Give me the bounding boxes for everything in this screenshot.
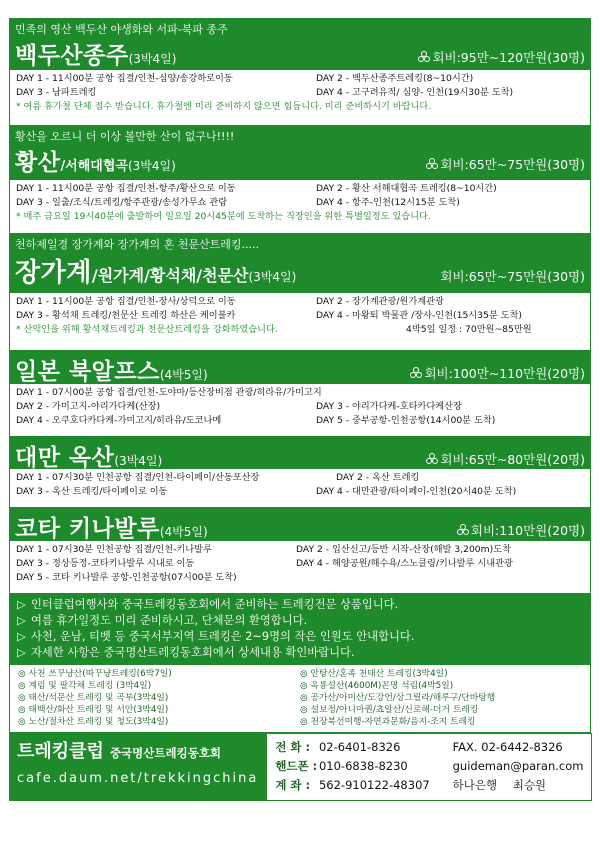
- tour-duration: (3박4일): [128, 52, 177, 66]
- itinerary-day: DAY 3 - 일출/조식/트레킹/항주관광/송성가무쇼 관람: [16, 197, 228, 208]
- tour-itinerary: [9, 384, 591, 436]
- tour-japan-alps: [9, 350, 591, 436]
- other-tour-item: ◎ 사천 쓰꾸냥산(따꾸냥트레킹(6박7일): [18, 668, 300, 680]
- brand-url: cafe.daum.net/trekkingchina: [17, 771, 259, 786]
- itinerary-day: DAY 1 - 11시00분 공항 집결/인천-항주/황산으로 이동: [16, 183, 236, 194]
- other-tour-item: ◎ 안탕산/혼족 천태산 트레킹(3박4일): [300, 668, 582, 680]
- account-label: 계 좌 :: [275, 778, 311, 792]
- footer: [9, 733, 591, 801]
- tour-itinerary: [9, 541, 591, 593]
- other-tour-item: ◎ 공가산/아미산/도강언/상그릴라/해루구/단바탕행: [300, 692, 582, 704]
- itinerary-day: DAY 2 - 가미고지-야리가다케(산장): [16, 401, 161, 412]
- tour-duration: (4박5일): [159, 368, 208, 382]
- clover-icon: [457, 524, 469, 536]
- notice-line: 인터클럽여행사와 중국트레킹동호회에서 준비하는 트레킹전문 상품입니다.: [31, 598, 399, 611]
- tour-itinerary: [9, 469, 591, 507]
- itinerary-day: DAY 3 - 옥산 트레킹/타이페이로 이동: [16, 486, 168, 497]
- email-link[interactable]: guideman@paran.com: [452, 759, 584, 773]
- clover-icon: [426, 453, 438, 465]
- account-holder: 최승원: [512, 778, 547, 792]
- tour-fee: 회비:65만~75만원(30명): [440, 269, 585, 284]
- contact-block: [266, 733, 592, 801]
- tour-kota-kinabalu: [9, 507, 591, 593]
- tour-title: 코타 키나발루(4박5일): [15, 516, 208, 542]
- triangle-right-icon: ▷: [17, 598, 26, 611]
- clover-icon: [418, 51, 430, 63]
- tour-note-extra: 4박5일 일정 : 70만원~85만원: [406, 324, 532, 335]
- brand-name: 트레킹클럽 중국명산트레킹동호회: [17, 741, 222, 762]
- notice-line: 사천, 운남, 티벳 등 중국서부지역 트레킹은 2~9명의 작은 인원도 안내합니다.: [31, 630, 415, 643]
- tour-itinerary: [9, 70, 591, 125]
- other-tour-item: ◎ 계림 및 팔각채 트레킹 (3박4일): [18, 680, 300, 692]
- itinerary-day: DAY 2 - 입산신고/등반 시작-산장(해발 3,200m)도착: [296, 544, 511, 555]
- tour-header: [9, 233, 591, 293]
- itinerary-day: DAY 4 - 해양공원/해수욕/스노클링/키나발루 시내관광: [296, 558, 513, 569]
- tour-subtitle: 천하제일경 장가계와 장가계의 혼 천문산트레킹.....: [15, 238, 259, 251]
- tour-note: * 여름 휴가철 단체 접수 받습니다. 휴가철엔 미리 준비하지 않으면 힘듭니다. 미리 준비하시기 바랍니다.: [16, 101, 432, 112]
- phone-number: 02-6401-8326: [318, 740, 401, 754]
- itinerary-day: DAY 3 - 야리가다케-호타카다케산장: [316, 401, 462, 412]
- tour-fee: 회비:95만~120만원(30명): [418, 48, 585, 66]
- itinerary-day: DAY 4 - 고구려유적/ 심양- 인천(19시30분 도착): [316, 87, 514, 98]
- itinerary-day: DAY 3 - 남파트레킹: [16, 87, 97, 98]
- itinerary-day: DAY 1 - 07시00분 공항 집결/인천-도야마/등산장비점 관광/히라유/가미고지: [16, 387, 322, 398]
- tour-duration: (3박4일): [248, 270, 297, 284]
- itinerary-day: DAY 5 - 코타 키나발루 공항-인천공항(07시00분 도착): [16, 572, 237, 583]
- itinerary-day: DAY 1 - 11시00분 공항 집결/인천-장사/상덕으로 이동: [16, 296, 236, 307]
- itinerary-day: DAY 5 - 중부공항-인천공항(14시00분 도착): [316, 415, 496, 426]
- tour-title: 백두산종주(3박4일): [15, 43, 177, 69]
- brochure-page: [9, 18, 591, 833]
- tour-header: [9, 507, 591, 541]
- phone-label: 전 화 :: [275, 740, 311, 754]
- tour-title: 장가계/원가계/황석채/천문산(3박4일): [15, 258, 297, 288]
- other-tour-item: ◎ 태백산/화산 트레킹 및 서안(3박4일): [18, 704, 300, 716]
- tour-duration: (3박4일): [114, 454, 163, 468]
- tour-zhangjiajie: [9, 233, 591, 350]
- tour-fee: 회비:110만원(20명): [457, 521, 585, 539]
- fax-number: 02-6442-8326: [481, 740, 563, 754]
- clover-icon: [410, 367, 422, 379]
- tour-subtitle: 황산을 오르니 더 이상 볼만한 산이 없구나!!!!: [15, 130, 235, 143]
- other-tour-item: ◎ 설보정/아니마퀀/쵸알산/신로해-더거 트레킹: [300, 704, 582, 716]
- mobile-label: 핸드폰 :: [275, 759, 318, 773]
- other-tours: [9, 665, 591, 733]
- itinerary-day: DAY 4 - 대만관광/타이페이-인천(20시40분 도착): [316, 486, 517, 497]
- tour-fee: 회비:65만~80만원(20명): [426, 450, 585, 468]
- tour-header: [9, 350, 591, 384]
- itinerary-day: DAY 4 - 마왕퇴 박물관 /장사-인천(15시35분 도착): [316, 310, 522, 321]
- brand-block: [9, 733, 266, 801]
- itinerary-day: DAY 2 - 황산 서해대협곡 트레킹(8~10시간): [316, 183, 497, 194]
- tour-header: [9, 125, 591, 180]
- other-tour-item: ◎ 노산/절차산 트레킹 및 청도(3박4일): [18, 716, 300, 728]
- itinerary-day: DAY 3 - 정상등정-코타키나발루 시내로 이동: [16, 558, 195, 569]
- tour-baekdu: [9, 18, 591, 125]
- brand-sub: 중국명산트레킹동호회: [109, 746, 222, 760]
- tour-title: 황산/서해대협곡(3박4일): [15, 150, 176, 176]
- tour-header: [9, 436, 591, 469]
- notice-box: [9, 593, 591, 665]
- mobile-number: 010-6838-8230: [318, 759, 408, 773]
- other-tours-right: [300, 668, 582, 729]
- tour-duration: (3박4일): [127, 159, 176, 173]
- tour-itinerary: [9, 180, 591, 233]
- tour-huangshan: [9, 125, 591, 233]
- other-tours-left: [18, 668, 300, 729]
- other-tour-item: ◎ 천장북선여행-자연과문화/음지-조지 트레킹: [300, 716, 582, 728]
- bank-name: 하나은행: [452, 778, 498, 792]
- tour-duration: (4박5일): [159, 525, 208, 539]
- other-tour-item: ◎ 옥룡설산(4600M)꼰명 석림(4박5일): [300, 680, 582, 692]
- tour-itinerary: [9, 293, 591, 350]
- itinerary-day: DAY 3 - 황석채 트레킹/천문산 트레킹 하산은 케이블카: [16, 310, 236, 321]
- triangle-right-icon: ▷: [17, 630, 26, 643]
- itinerary-day: DAY 1 - 07시30분 인천공항 집결/인천-타이페이/산동포산장: [16, 472, 260, 483]
- notice-line: 여름 휴가일정도 미리 준비하시고, 단체문의 환영합니다.: [31, 614, 308, 627]
- triangle-right-icon: ▷: [17, 646, 26, 659]
- other-tour-item: ◎ 태산/석문산 트레킹 및 곡부(3박4일): [18, 692, 300, 704]
- tour-fee: 회비:65만~75만원(30명): [426, 155, 585, 173]
- itinerary-day: DAY 2 - 장가계관광/원가계관광: [316, 296, 444, 307]
- itinerary-day: DAY 1 - 07시30분 인천공항 집결/인천-키나발루: [16, 544, 212, 555]
- itinerary-day: DAY 4 - 항주-인천(12시15분 도착): [316, 197, 460, 208]
- tour-header: [9, 18, 591, 70]
- itinerary-day: DAY 1 - 11시00분 공항 집결/인천-심양/송강하로이동: [16, 73, 233, 84]
- tour-note: * 매주 금요일 19시40분에 출발하여 일요일 20시45분에 도착하는 직장인을 위한 특별일정도 있습니다.: [16, 211, 431, 222]
- tour-title: 대만 옥산(3박4일): [15, 445, 163, 471]
- clover-icon: [426, 158, 438, 170]
- triangle-right-icon: ▷: [17, 614, 26, 627]
- account-number: 562-910122-48307: [318, 778, 430, 792]
- itinerary-day: DAY 2 - 옥산 트레킹: [336, 472, 420, 483]
- tour-title: 일본 북알프스(4박5일): [15, 359, 208, 385]
- tour-taiwan-yushan: [9, 436, 591, 507]
- itinerary-day: DAY 2 - 백두산종주트레킹(8~10시간): [316, 73, 474, 84]
- tour-fee: 회비:100만~110만원(20명): [410, 364, 585, 382]
- fax-label: FAX.: [452, 740, 478, 754]
- itinerary-day: DAY 4 - 오쿠호다카다케-가미고지/히라유/도코나메: [16, 415, 222, 426]
- notice-line: 자세한 사항은 중국명산트레킹동호회에서 상세내용 확인바랍니다.: [31, 646, 355, 659]
- tour-subtitle: 민족의 영산 백두산 야생화와 서파-북파 종주: [15, 23, 228, 36]
- tour-note: * 산악인을 위해 황석채트레킹과 천문산트레킹을 강화하였습니다.: [16, 324, 278, 335]
